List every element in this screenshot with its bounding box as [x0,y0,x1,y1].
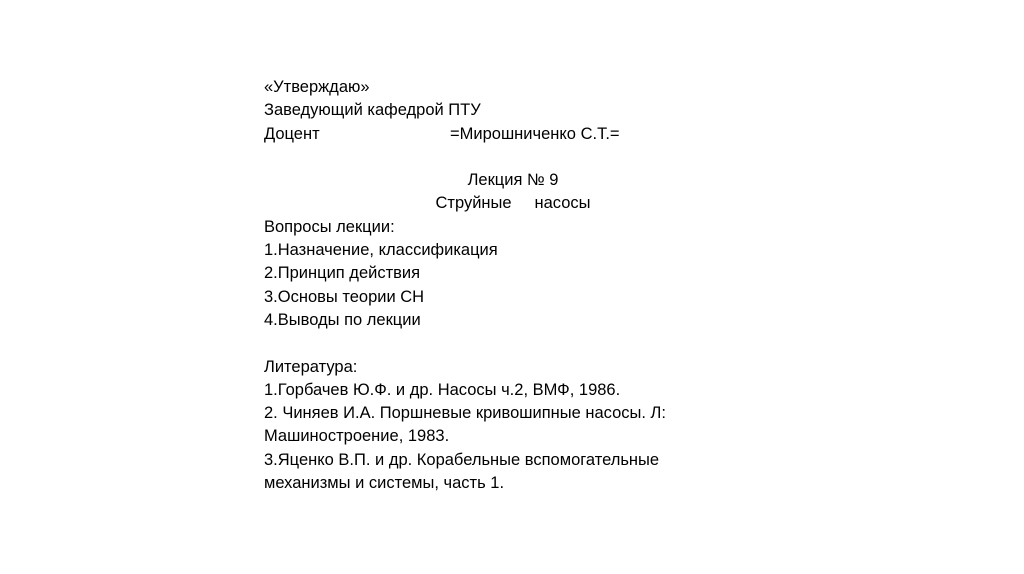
spacer [264,332,734,355]
lecture-title: Лекция № 9 [467,171,559,190]
question-item: 1.Назначение, классификация [264,241,498,260]
approval-signature-row [264,123,734,146]
lecture-topic: Струйные насосы [435,194,591,213]
question-item: 2.Принцип действия [264,264,421,283]
approval-rank: Доцент [264,124,320,143]
approval-signer: =Мирошниченко С.Т.= [450,124,620,143]
spacer [264,146,734,169]
questions-heading: Вопросы лекции: [264,217,395,236]
literature-heading: Литература: [264,357,358,376]
literature-item: 3.Яценко В.П. и др. Корабельные вспомогательные механизмы и системы, часть 1. [264,450,660,493]
document-body [264,76,734,495]
literature-item: 2. Чиняев И.А. Поршневые кривошипные насосы. Л: Машиностроение, 1983. [264,404,666,446]
approval-label: «Утверждаю» [264,78,370,96]
question-item: 4.Выводы по лекции [264,310,421,329]
question-item: 3.Основы теории СН [264,287,425,306]
approval-position: Заведующий кафедрой ПТУ [264,101,481,120]
literature-item: 1.Горбачев Ю.Ф. и др. Насосы ч.2, ВМФ, 1986. [264,380,621,399]
